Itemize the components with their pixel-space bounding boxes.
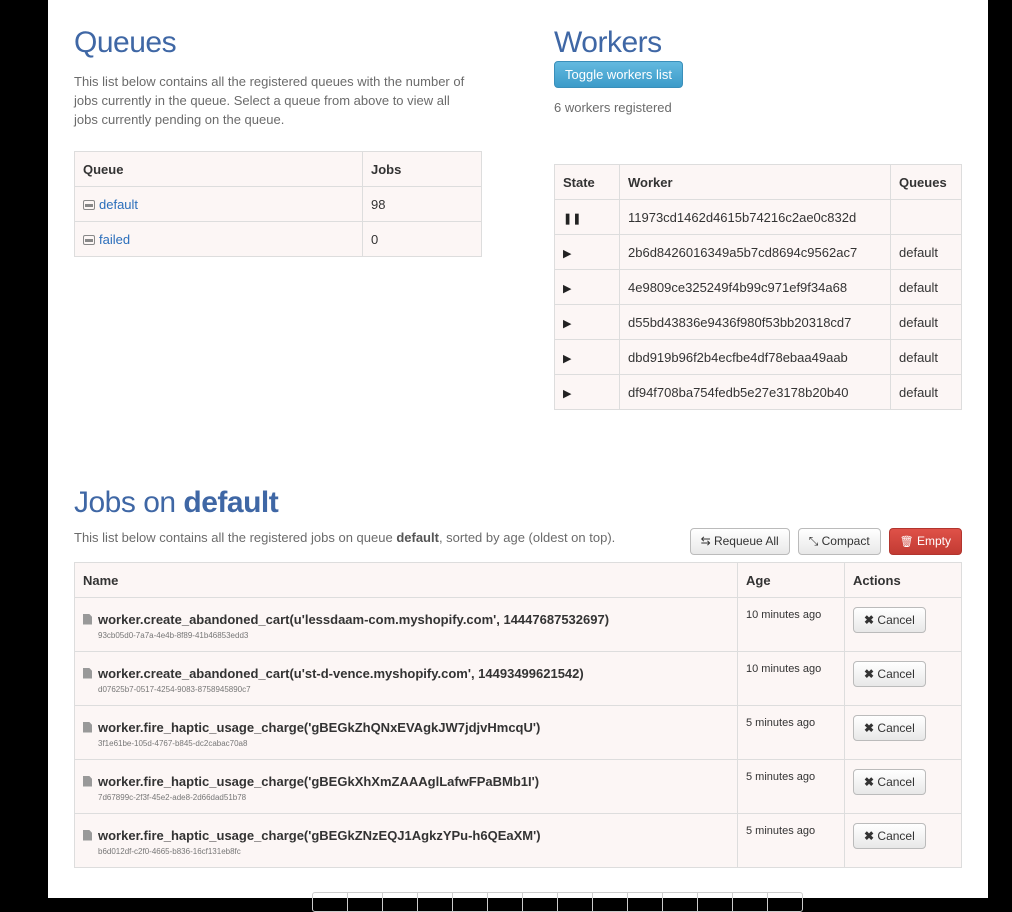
column-header-jobs: Jobs [363, 152, 482, 187]
jobs-section [74, 486, 962, 868]
job-name: worker.fire_haptic_usage_charge('gBEGkZhQNxEVAgkJW7jdjvHmcqU') [98, 719, 541, 735]
table-row [555, 305, 962, 340]
page-link[interactable] [312, 892, 348, 912]
play-icon: ▶ [563, 282, 572, 295]
job-id: 3f1e61be-105d-4767-b845-dc2cabac70a8 [98, 738, 248, 748]
page-link[interactable] [487, 892, 523, 912]
worker-name: 2b6d8426016349a5b7cd8694c9562ac7 [620, 235, 891, 270]
empty-button[interactable]: 🗑 Empty [889, 528, 962, 555]
play-icon: ▶ [563, 247, 572, 260]
job-id: 93cb05d0-7a7a-4e4b-8f89-41b46853edd3 [98, 630, 249, 640]
column-header-state: State [555, 165, 620, 200]
column-header-queue: Queue [75, 152, 363, 187]
table-row [75, 598, 962, 652]
table-row [555, 200, 962, 235]
jobs-description: This list below contains all the registered jobs on queue default, sorted by age (oldest on top). [74, 530, 616, 545]
close-icon: ✖ [864, 721, 875, 735]
close-icon: ✖ [864, 667, 875, 681]
cancel-button[interactable]: ✖ Cancel [853, 607, 926, 633]
job-name: worker.create_abandoned_cart(u'lessdaam-com.myshopify.com', 14447687532697) [98, 611, 610, 627]
column-header-worker: Worker [620, 165, 891, 200]
table-row [75, 814, 962, 868]
table-row [75, 187, 482, 222]
page [48, 0, 988, 898]
inbox-icon [83, 235, 95, 245]
jobs-table [74, 562, 962, 868]
retweet-icon: ⇆ [700, 534, 711, 548]
queues-title: Queues [74, 26, 177, 59]
queue-job-count: 98 [363, 187, 482, 222]
page-link[interactable] [557, 892, 593, 912]
worker-queues [891, 200, 962, 235]
page-link[interactable] [662, 892, 698, 912]
page-link[interactable] [767, 892, 803, 912]
table-row [75, 222, 482, 257]
queue-link-default[interactable]: default [83, 197, 138, 212]
file-icon [83, 668, 92, 679]
queues-section [74, 26, 482, 257]
job-age: 10 minutes ago [738, 652, 845, 706]
page-link[interactable] [417, 892, 453, 912]
file-icon [83, 722, 92, 733]
close-icon: ✖ [864, 775, 875, 789]
worker-queues: default [891, 375, 962, 410]
pagination [313, 892, 803, 912]
queues-description: This list below contains all the registered queues with the number of jobs currently in the queue. Select a queue from above to view all jobs currently pending on the queue. [74, 74, 465, 127]
worker-name: 4e9809ce325249f4b99c971ef9f34a68 [620, 270, 891, 305]
table-row [75, 652, 962, 706]
toggle-workers-button[interactable]: Toggle workers list [554, 61, 683, 88]
job-age: 5 minutes ago [738, 814, 845, 868]
table-row [75, 706, 962, 760]
job-id: b6d012df-c2f0-4665-b836-16cf131eb8fc [98, 846, 241, 856]
requeue-all-button[interactable]: ⇆ Requeue All [690, 528, 790, 555]
queues-table [74, 151, 482, 257]
page-link[interactable] [452, 892, 488, 912]
worker-name: d55bd43836e9436f980f53bb20318cd7 [620, 305, 891, 340]
job-age: 10 minutes ago [738, 598, 845, 652]
column-header-queues: Queues [891, 165, 962, 200]
pause-icon: ❚❚ [563, 212, 582, 225]
cancel-button[interactable]: ✖ Cancel [853, 661, 926, 687]
workers-title: Workers [554, 26, 662, 59]
queue-link-failed[interactable]: failed [83, 232, 130, 247]
worker-queues: default [891, 270, 962, 305]
workers-section [554, 26, 962, 410]
file-icon [83, 614, 92, 625]
file-icon [83, 776, 92, 787]
play-icon: ▶ [563, 352, 572, 365]
workers-count: 6 workers registered [554, 100, 672, 115]
cancel-button[interactable]: ✖ Cancel [853, 769, 926, 795]
job-name: worker.fire_haptic_usage_charge('gBEGkXhXmZAAAglLafwFPaBMb1I') [98, 773, 540, 789]
page-link[interactable] [697, 892, 733, 912]
worker-name: 11973cd1462d4615b74216c2ae0c832d [620, 200, 891, 235]
cancel-button[interactable]: ✖ Cancel [853, 715, 926, 741]
column-header-actions: Actions [845, 563, 962, 598]
cancel-button[interactable]: ✖ Cancel [853, 823, 926, 849]
trash-icon: 🗑 [899, 536, 914, 548]
job-id: d07625b7-0517-4254-9083-8758945890c7 [98, 684, 251, 694]
table-row [555, 375, 962, 410]
workers-table [554, 164, 962, 410]
job-id: 7d67899c-2f3f-45e2-ade8-2d66dad51b78 [98, 792, 247, 802]
worker-name: dbd919b96f2b4ecfbe4df78ebaa49aab [620, 340, 891, 375]
table-row [555, 270, 962, 305]
page-link[interactable] [347, 892, 383, 912]
job-name: worker.create_abandoned_cart(u'st-d-vence.myshopify.com', 14493499621542) [98, 665, 584, 681]
table-row [555, 235, 962, 270]
jobs-title-queue: default [183, 486, 279, 519]
worker-name: df94f708ba754fedb5e27e3178b20b40 [620, 375, 891, 410]
play-icon: ▶ [563, 387, 572, 400]
resize-small-icon: ⤡ [808, 534, 819, 548]
worker-queues: default [891, 235, 962, 270]
job-age: 5 minutes ago [738, 706, 845, 760]
compact-button[interactable]: ⤡ Compact [798, 528, 881, 555]
file-icon [83, 830, 92, 841]
page-link[interactable] [382, 892, 418, 912]
jobs-title: Jobs on default [74, 486, 279, 519]
page-link[interactable] [522, 892, 558, 912]
queue-job-count: 0 [363, 222, 482, 257]
column-header-age: Age [738, 563, 845, 598]
page-link[interactable] [732, 892, 768, 912]
job-name: worker.fire_haptic_usage_charge('gBEGkZNzEQJ1AgkzYPu-h6QEaXM') [98, 827, 541, 843]
worker-queues: default [891, 305, 962, 340]
page-link[interactable] [627, 892, 663, 912]
inbox-icon [83, 200, 95, 210]
table-row [75, 760, 962, 814]
table-row [555, 340, 962, 375]
job-age: 5 minutes ago [738, 760, 845, 814]
worker-queues: default [891, 340, 962, 375]
close-icon: ✖ [864, 829, 875, 843]
close-icon: ✖ [864, 613, 875, 627]
column-header-name: Name [75, 563, 738, 598]
page-link[interactable] [592, 892, 628, 912]
play-icon: ▶ [563, 317, 572, 330]
